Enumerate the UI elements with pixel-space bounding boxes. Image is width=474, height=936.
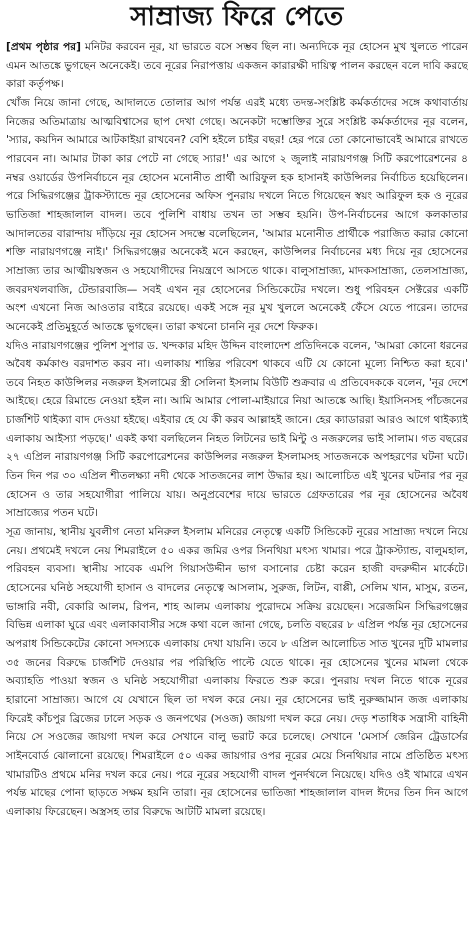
article-body — [6, 38, 468, 932]
article-paragraph-3: যদিও নারায়ণগঞ্জের পুলিশ সুপার ড. খন্দকার মহিদ উদ্দিন বাংলাদেশ প্রতিদিনকে বলেন, 'আমরা কোনো ধরনের অবৈধ কর্মকাণ্ড বরদাশত করব না। এলাকায় শান্তির পরিবেশ থাকবে এটি যে কোনো মূল্যে নিশ্চিত করা হবে।' তবে নিহত কাউন্সিলর নজরুল ইসলামের স্ত্রী সেলিনা ইসলাম বিউটি শুক্রবার এ প্রতিবেদককে বলেন, 'নূর দেশে আইছে। হেরে রিমান্ডে নেওয়া হইল না। আমি আমার পোলা-মাইয়ারে নিয়া আতঙ্কে আছি। ইয়াসিনসহ পাঁচজনের চার্জশিট থাইক্যা বাদ দেওয়া হইছে। এইবার হে যে কী করব আল্লাহই জানে। হের ক্যাডাররা আরও আগে থাইক্যাই এলাকায় আইস্যা পড়ছে।' একই কথা বলছিলেন নিহত লিটনের ভাই মিন্টু ও নজরুলের ভাই সালাম। গত বছরের ২৭ এপ্রিল নারায়ণগঞ্জ সিটি করপোরেশনের কাউন্সিলর নজরুল ইসলামসহ সাতজনকে অপহরণের ঘটনা ঘটে। তিন দিন পর ৩০ এপ্রিল শীতলক্ষ্যা নদী থেকে সাতজনের লাশ উদ্ধার হয়। আলোচিত এই খুনের ঘটনার পর নূর হোসেন ও তার সহযোগীরা পালিয়ে যায়। অনুপ্রবেশের দায়ে ভারতে গ্রেফতারের পর নূর হোসেনের অবৈধ সাম্রাজ্যের পতন ঘটে। — [6, 339, 468, 520]
article-headline: সাম্রাজ্য ফিরে পেতে — [130, 2, 344, 32]
paragraph-text: মনিটর করবেন নূর, যা ভারতে বসে সম্ভব ছিল না। অন্যদিকে নূর হোসেন মুখ খুলতে পারেন এমন আতঙ্কে ভুগছেন অনেকেই। তবে নূরের নিরাপত্তায় একজন কারারক্ষী দায়িত্ব পালন করছেন বলে দাবি করছে কারা কর্তৃপক্ষ। — [6, 41, 468, 91]
continued-from-front-page-label: [প্রথম পৃষ্ঠার পর] — [6, 41, 81, 53]
article-paragraph-2: খোঁজ নিয়ে জানা গেছে, আদালতে তোলার আগ পর্যন্ত এরই মধ্যে তদন্ত-সংশ্লিষ্ট কর্মকর্তাদের সঙ্গে কথাবার্তায় নিজের অতিমাত্রায় আত্মবিশ্বাসের ছাপ দেখা গেছে। অনেকটা দম্ভোক্তির সুরে সংশ্লিষ্ট কর্মকর্তাদের নূর বলেন, 'স্যার, কয়দিন আমারে আটকাইয়া রাখবেন? বেশি হইলে চাইর বছর! হের পরে তো কোনোভাবেই আমারে রাখতে পারবেন না। আমার টাকা কার পেটে না গেছে স্যার!' এর আগে ২ জুলাই নারায়ণগঞ্জ সিটি করপোরেশনের ৪ নম্বর ওয়ার্ডের উপনির্বাচনে নূর হোসেন মনোনীত প্রার্থী আরিফুল হক হাসানই কাউন্সিলর নির্বাচিত হয়েছিলেন। পরে সিদ্ধিরগঞ্জের ট্রাকস্ট্যান্ডে নূর হোসেনের অফিস পুনরায় দখলে নিতে গিয়েছেন স্বয়ং আরিফুল হক ও নূরের ভাতিজা শাহজালাল বাদল। তবে পুলিশি বাধায় তখন তা সম্ভব হয়নি। উপ-নির্বাচনের আগে কলকাতার আদালতের বারান্দায় দাঁড়িয়ে নূর হোসেন সদম্ভে বলেছিলেন, 'আমার মনোনীত প্রার্থীকে পরাজিত করার কোনো শক্তি নারায়ণগঞ্জে নাই।' সিদ্ধিরগঞ্জের অনেকেই মনে করছেন, কাউন্সিলর নির্বাচনের মধ্য দিয়ে নূর হোসেনের সাম্রাজ্য তার আত্মীয়স্বজন ও সহযোগীদের নিয়ন্ত্রণে আসতে থাকে। বালুসাম্রাজ্য, মাদকসাম্রাজ্য, তেলসাম্রাজ্য, জবরদখলবাজি, টেন্ডারবাজি— সবই এখন নূর হোসেনের সিন্ডিকেটের দখলে। শুধু পরিবহন সেক্টরের একটি অংশ এখনো নিজ আওতার বাইরে রয়েছে। একই সঙ্গে নূর মুখ খুললে অনেকেই ফেঁসে যেতে পারেন। তাদের অনেকেই প্রতিমুহূর্তে আতঙ্কে ভুগছেন। তারা কখনো চাননি নূর দেশে ফিরুক। — [6, 96, 468, 333]
article-paragraph-4: সূত্র জানায়, স্থানীয় যুবলীগ নেতা মনিরুল ইসলাম মনিরের নেতৃত্বে একটি সিন্ডিকেট নূরের সাম্রাজ্য দখলে নিয়ে নেয়। প্রথমেই দখলে নেয় শিমরাইলে ৫০ একর জমির ওপর সিনথিয়া মৎস্য খামার। পরে ট্রাকস্ট্যান্ড, বালুমহাল, পরিবহন ব্যবসা। স্থানীয় সাবেক এমপি গিয়াসউদ্দীন ভাগ বসানোর চেষ্টা করেন হাজী বদরুদ্দীন মার্কেটে। হোসেনের ঘনিষ্ঠ সহযোগী হাসান ও বাদলের নেতৃত্বে আসলাম, সুরুজ, লিটন, বাপ্পী, সেলিম খান, মাসুম, রতন, ভাঙ্গারি নবী, বেকারি আলম, রিপন, শাহ আলম এলাকায় পুরোদমে সক্রিয় রয়েছেন। সরেজমিন সিদ্ধিরগঞ্জের বিভিন্ন এলাকা ঘুরে এবং এলাকাবাসীর সঙ্গে কথা বলে জানা গেছে, চলতি বছরের ৮ এপ্রিল পর্যন্ত নূর হোসেনের অপরাধ সিন্ডিকেটের কোনো সদস্যকে এলাকায় দেখা যায়নি। তবে ৮ এপ্রিল আলোচিত সাত খুনের দুটি মামলার ৩৫ জনের বিরুদ্ধে চার্জশিট দেওয়ার পর পরিস্থিতি পাল্টে যেতে থাকে। নূর হোসেনের খুনের মামলা থেকে অব্যাহতি পাওয়া স্বজন ও ঘনিষ্ঠ সহযোগীরা এলাকায় ফিরতে শুরু করে। পুনরায় দখল নিতে থাকে নূরের হারানো সাম্রাজ্য। আগে যে যেখানে ছিল তা দখল করে নেয়। নূর হোসেনের ভাই নুরুজ্জামান জজ এলাকায় ফিরেই কাঁচপুর ব্রিজের ঢালে সড়ক ও জনপথের (সওজ) জায়গা দখল করে নেয়। দেড় শতাধিক সন্ত্রাসী বাহিনী নিয়ে সে সওজের জায়গা দখল করে সেখানে বালু ভরাট করে চলেছে। সেখানে 'মেসার্স জেরিন ট্রেডার্সের সাইনবোর্ড ঝোলানো রয়েছে। শিমরাইলে ৫০ একর জায়গার ওপর নূরের মেয়ে সিনথিয়ার নামে প্রতিষ্ঠিত মৎস্য খামারটিও প্রথমে মনির দখল করে নেয়। পরে নূরের সহযোগী বাদল পুনর্দখলে নিয়েছে। যদিও ওই খামারে এখন পর্যন্ত মাছের পোনা ছাড়তে সক্ষম হয়নি তারা। নূর হোসেনের ভাতিজা শাহজালাল বাদল ঈদের তিন দিন আগে এলাকায় ফিরেছেন। অস্ত্রসহ তার বিরুদ্ধে আটটি মামলা রয়েছে। — [6, 526, 468, 818]
article-paragraph-1 — [6, 38, 468, 94]
